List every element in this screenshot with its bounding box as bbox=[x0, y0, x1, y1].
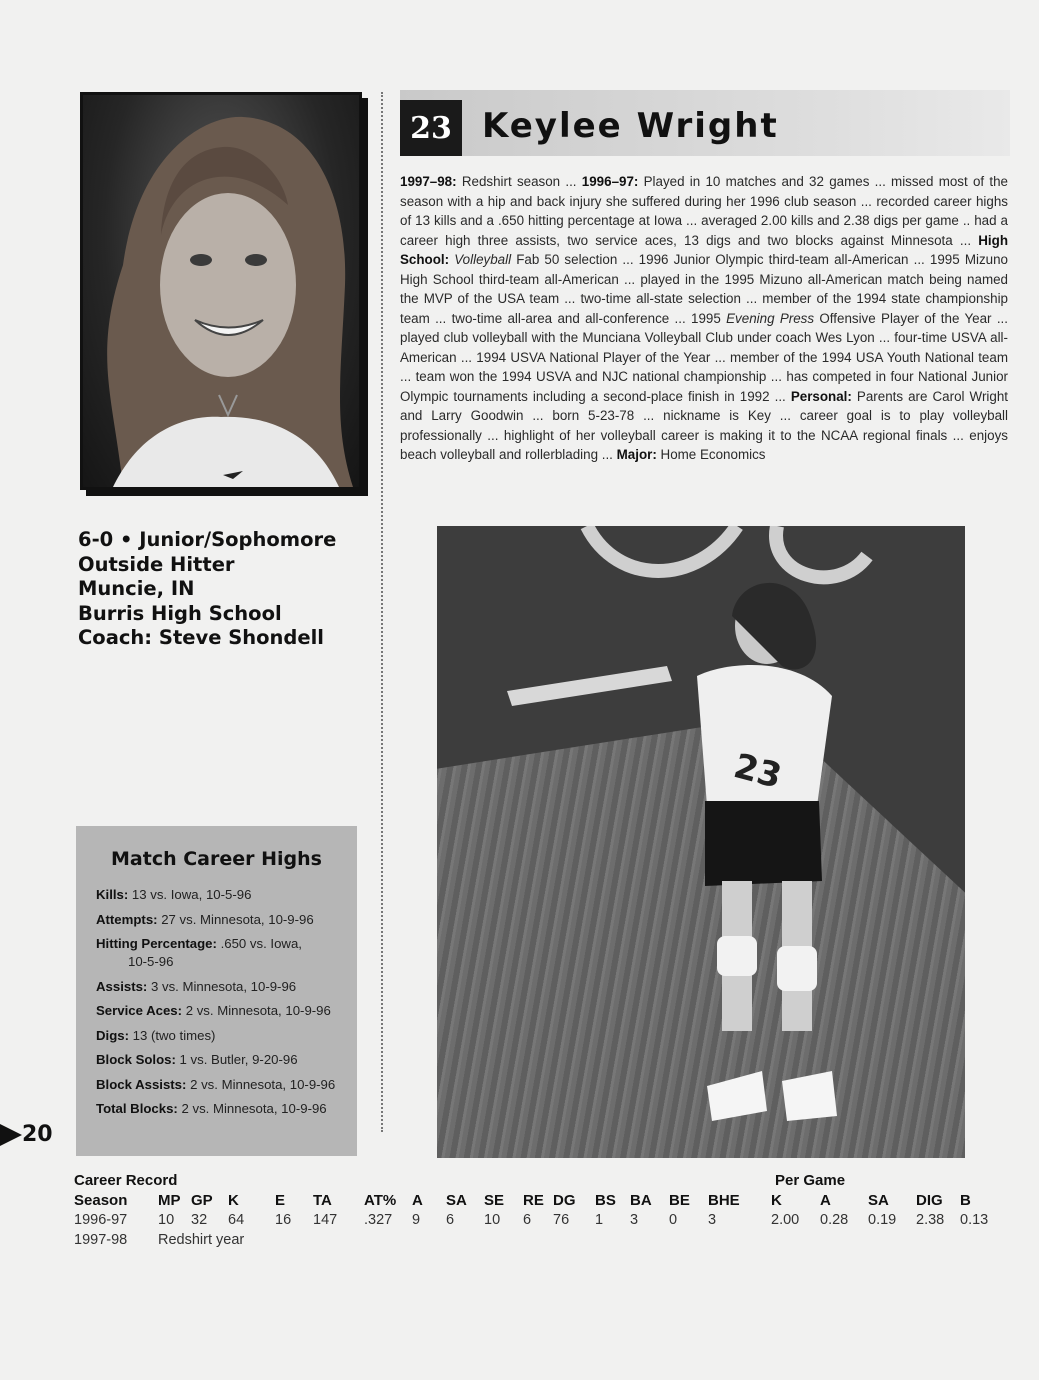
table-header-cell: B bbox=[960, 1192, 971, 1209]
vitals-hometown: Muncie, IN bbox=[78, 577, 195, 600]
vitals-height-class: 6-0 • Junior/Sophomore bbox=[78, 528, 337, 551]
portrait-figure bbox=[83, 95, 359, 487]
list-item: Block Solos: 1 vs. Butler, 9-20-96 bbox=[96, 1052, 298, 1067]
vitals-coach: Coach: Steve Shondell bbox=[78, 626, 324, 649]
headshot-photo bbox=[80, 92, 362, 490]
action-photo bbox=[437, 526, 965, 1158]
table-cell: 9 bbox=[412, 1212, 421, 1228]
arrow-right-icon bbox=[0, 1124, 22, 1146]
career-highs-title: Match Career Highs bbox=[111, 848, 322, 870]
table-header-cell: DIG bbox=[916, 1192, 943, 1209]
table-cell: 0.28 bbox=[820, 1212, 849, 1228]
player-vitals bbox=[78, 528, 336, 651]
table-header-cell: AT% bbox=[364, 1192, 397, 1209]
table-cell: 6 bbox=[523, 1212, 532, 1228]
bio-text-high-school-1: Fab 50 selection ... 1996 Junior Olympic third-team all-American ... 1995 Mizuno High School third-team all-American ... played in the 1995 Mizuno all-American match being named the MVP of the USA team ... two-time all-state selection ... member of the 1994 state championship team ... two-time all-area and all-conference ... 1995 bbox=[400, 252, 1008, 326]
vitals-high-school: Burris High School bbox=[78, 601, 282, 625]
list-item: Attempts: 27 vs. Minnesota, 10-9-96 bbox=[96, 911, 314, 927]
table-header-cell: Season bbox=[74, 1192, 128, 1209]
table-cell: 10 bbox=[484, 1212, 501, 1228]
list-item: Kills: 13 vs. Iowa, 10-5-96 bbox=[96, 887, 252, 902]
bio-label-high-school: High School: bbox=[400, 232, 1008, 267]
table-header-cell: RE bbox=[523, 1192, 544, 1209]
list-item: Digs: 13 (two times) bbox=[96, 1027, 216, 1043]
bio-newspaper: Evening Press bbox=[726, 310, 815, 326]
table-header-cell: SA bbox=[868, 1192, 889, 1209]
list-item: Service Aces: 2 vs. Minnesota, 10-9-96 bbox=[96, 1003, 331, 1018]
table-cell: 76 bbox=[553, 1212, 570, 1228]
table-cell: 147 bbox=[313, 1212, 338, 1228]
vitals-position: Outside Hitter bbox=[78, 552, 235, 576]
career-record-title: Career Record bbox=[74, 1172, 178, 1189]
table-header-cell: A bbox=[820, 1192, 831, 1209]
bio-text-1996: Played in 10 matches and 32 games ... missed most of the season with a hip and back injury she suffered during her 1996 club season ... recorded career highs of 13 kills and a .650 hitting percentage at Iowa ... averaged 2.00 kills and 2.38 digs per game .. had a career high three assists, two service aces, 13 digs and two blocks against Minnesota ... bbox=[400, 174, 1008, 248]
bio-label-1997: 1997–98: bbox=[400, 174, 457, 189]
bio-label-major: Major: bbox=[616, 447, 657, 462]
bio-label-personal: Personal: bbox=[790, 388, 852, 404]
table-cell: 1996-97 bbox=[74, 1212, 128, 1228]
table-cell: 64 bbox=[228, 1212, 245, 1228]
table-cell: 32 bbox=[191, 1212, 208, 1228]
table-cell: 0 bbox=[669, 1212, 678, 1228]
table-header-cell: TA bbox=[313, 1192, 332, 1209]
page-number: 20 bbox=[0, 1122, 53, 1147]
list-item: Total Blocks: 2 vs. Minnesota, 10-9-96 bbox=[96, 1101, 327, 1116]
column-divider bbox=[381, 92, 383, 1132]
table-cell: 0.13 bbox=[960, 1212, 989, 1228]
table-header-cell: K bbox=[771, 1192, 782, 1209]
list-item: Assists: 3 vs. Minnesota, 10-9-96 bbox=[96, 978, 297, 994]
table-cell: 6 bbox=[446, 1212, 455, 1228]
table-header-cell: SE bbox=[484, 1192, 505, 1209]
per-game-title: Per Game bbox=[775, 1172, 846, 1189]
table-cell: Redshirt year bbox=[158, 1232, 245, 1248]
table-header-cell: E bbox=[275, 1192, 286, 1209]
svg-text:23: 23 bbox=[729, 746, 786, 797]
career-highs-list bbox=[96, 886, 346, 1125]
table-header-cell: BHE bbox=[708, 1192, 740, 1209]
table-cell: 3 bbox=[708, 1212, 717, 1228]
bio-text-personal: Parents are Carol Wright and Larry Goodwin ... born 5-23-78 ... nickname is Key ... career goal is to play volleyball professionally ... highlight of her volleyball career is making it to the NCAA regional finals ... enjoys beach volleyball and rollerblading ... bbox=[400, 388, 1008, 462]
table-cell: .327 bbox=[364, 1212, 393, 1228]
bio-text bbox=[400, 172, 1008, 465]
table-cell: 2.38 bbox=[916, 1212, 945, 1228]
bio-text-1997: Redshirt season ... bbox=[456, 174, 582, 189]
bio-magazine: Volleyball bbox=[454, 252, 512, 267]
bio-text-major: Home Economics bbox=[656, 447, 766, 462]
table-header-cell: BA bbox=[630, 1192, 652, 1209]
table-header-cell: BS bbox=[595, 1192, 616, 1209]
jersey-number: 23 bbox=[400, 100, 462, 156]
table-header-cell: K bbox=[228, 1192, 239, 1209]
career-highs-box bbox=[76, 826, 357, 1156]
table-header-cell: SA bbox=[446, 1192, 467, 1209]
table-cell: 1997-98 bbox=[74, 1232, 128, 1248]
table-header-cell: GP bbox=[191, 1192, 213, 1209]
player-name: Keylee Wright bbox=[482, 106, 779, 146]
table-header-cell: BE bbox=[669, 1192, 690, 1209]
table-cell: 16 bbox=[275, 1212, 292, 1228]
table-header-cell: A bbox=[412, 1192, 423, 1209]
table-cell: 0.19 bbox=[868, 1212, 897, 1228]
list-item: Hitting Percentage: .650 vs. Iowa, 10-5-96 bbox=[96, 936, 302, 969]
table-cell: 1 bbox=[595, 1212, 604, 1228]
table-header-cell: DG bbox=[553, 1192, 576, 1209]
table-cell: 3 bbox=[630, 1212, 639, 1228]
list-item: Block Assists: 2 vs. Minnesota, 10-9-96 bbox=[96, 1076, 336, 1092]
table-cell: 2.00 bbox=[771, 1212, 800, 1228]
player-figure bbox=[437, 526, 965, 1158]
table-header-cell: MP bbox=[158, 1192, 181, 1209]
table-cell: 10 bbox=[158, 1212, 175, 1228]
bio-label-1996: 1996–97: bbox=[581, 174, 639, 189]
bio-text-high-school-2: Offensive Player of the Year ... played club volleyball with the Munciana Volleyball Club under coach Wes Lyon ... four-time USVA all-American ... 1994 USVA National Player of the Year ... member of the 1994 USA Youth National team ... team won the 1994 USVA and NJC national championship ... has competed in four National Junior Olympic tournaments including a second-place finish in 1992 ... bbox=[400, 310, 1008, 404]
